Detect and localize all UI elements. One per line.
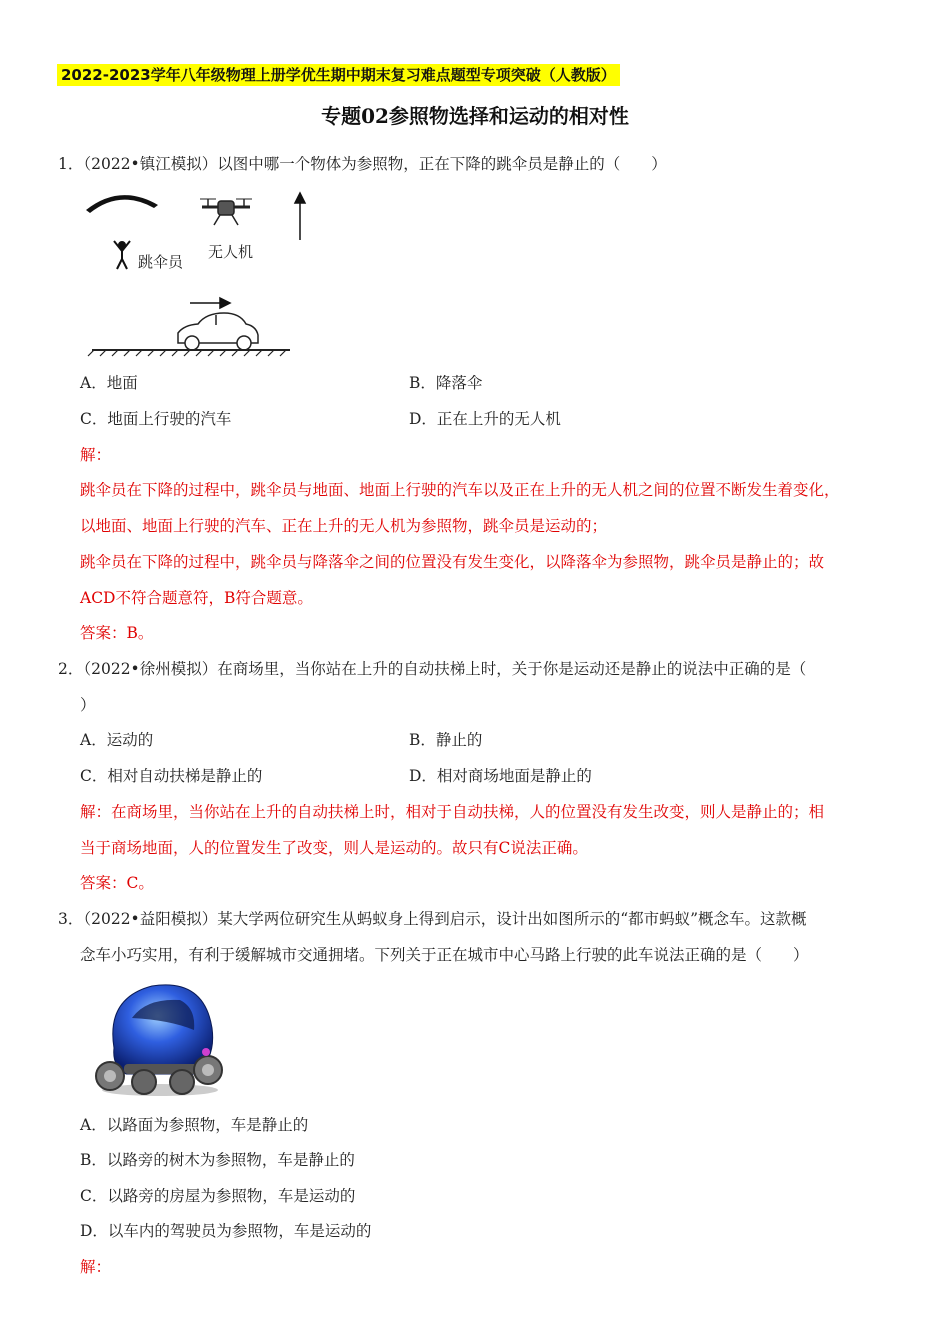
right-arrow-icon — [190, 298, 230, 308]
q1-option-b: B．降落伞 — [409, 374, 483, 392]
concept-car-icon — [84, 978, 226, 1098]
q1-figure-drawing — [80, 185, 300, 360]
up-arrow-icon — [295, 193, 305, 240]
q2-option-b: B．静止的 — [409, 731, 483, 749]
q3-solution-label: 解： — [80, 1258, 112, 1276]
q2-solution-line: 解：在商场里，当你站在上升的自动扶梯上时，相对于自动扶梯，人的位置没有发生改变，则人是静止的；相 — [80, 803, 825, 821]
q1-solution-line: 跳伞员在下降的过程中，跳伞员与地面、地面上行驶的汽车以及正在上升的无人机之间的位置不断发生着变化， — [80, 481, 840, 499]
q1-answer: 答案：B。 — [80, 624, 154, 642]
q2-option-c: C．相对自动扶梯是静止的 — [80, 767, 263, 785]
q3-concept-car-image — [84, 978, 226, 1098]
q1-solution-line: 跳伞员在下降的过程中，跳伞员与降落伞之间的位置没有发生变化，以降落伞为参照物，跳伞员是静止的；故 — [80, 553, 825, 571]
drone-label: 无人机 — [208, 243, 254, 261]
q2-answer: 答案：C。 — [80, 874, 154, 892]
q1-option-a: A．地面 — [80, 374, 138, 392]
q1-option-d: D．正在上升的无人机 — [409, 410, 561, 428]
q1-option-c: C．地面上行驶的汽车 — [80, 410, 232, 428]
q2-option-d: D．相对商场地面是静止的 — [409, 767, 592, 785]
q2-solution-line: 当于商场地面，人的位置发生了改变，则人是运动的。故只有C说法正确。 — [80, 839, 588, 857]
q3-stem-line: 3．（2022•益阳模拟）某大学两位研究生从蚂蚁身上得到启示，设计出如图所示的“都市蚂蚁”概念车。这款概 — [58, 910, 807, 928]
q1-stem: 1．（2022•镇江模拟）以图中哪一个物体为参照物，正在下降的跳伞员是静止的（ ） — [58, 155, 667, 173]
q1-solution-line: ACD不符合题意符，B符合题意。 — [80, 589, 313, 607]
parachute-icon — [86, 195, 158, 213]
q3-option-d: D．以车内的驾驶员为参照物，车是运动的 — [80, 1222, 372, 1240]
car-icon — [178, 313, 258, 350]
q3-option-b: B．以路旁的树木为参照物，车是静止的 — [80, 1151, 355, 1169]
drone-icon — [200, 199, 252, 225]
skydiver-icon — [114, 241, 130, 269]
ground-line — [88, 350, 290, 356]
q2-stem-line: ） — [80, 696, 96, 714]
q1-solution-line: 以地面、地面上行驶的汽车、正在上升的无人机为参照物，跳伞员是运动的； — [80, 517, 608, 535]
q1-figure — [80, 185, 300, 360]
skydiver-label: 跳伞员 — [138, 253, 184, 271]
q3-stem-line: 念车小巧实用，有利于缓解城市交通拥堵。下列关于正在城市中心马路上行驶的此车说法正确的是（ ） — [80, 946, 809, 964]
page-title: 专题02参照物选择和运动的相对性 — [321, 104, 629, 128]
q2-option-a: A．运动的 — [80, 731, 154, 749]
q3-option-a: A．以路面为参照物，车是静止的 — [80, 1116, 309, 1134]
document-banner: 2022-2023学年八年级物理上册学优生期中期末复习难点题型专项突破（人教版） — [57, 64, 620, 86]
q1-solution-label: 解： — [80, 446, 112, 464]
q2-stem-line: 2．（2022•徐州模拟）在商场里，当你站在上升的自动扶梯上时，关于你是运动还是静止的说法中正确的是（ — [58, 660, 807, 678]
q3-option-c: C．以路旁的房屋为参照物，车是运动的 — [80, 1187, 356, 1205]
